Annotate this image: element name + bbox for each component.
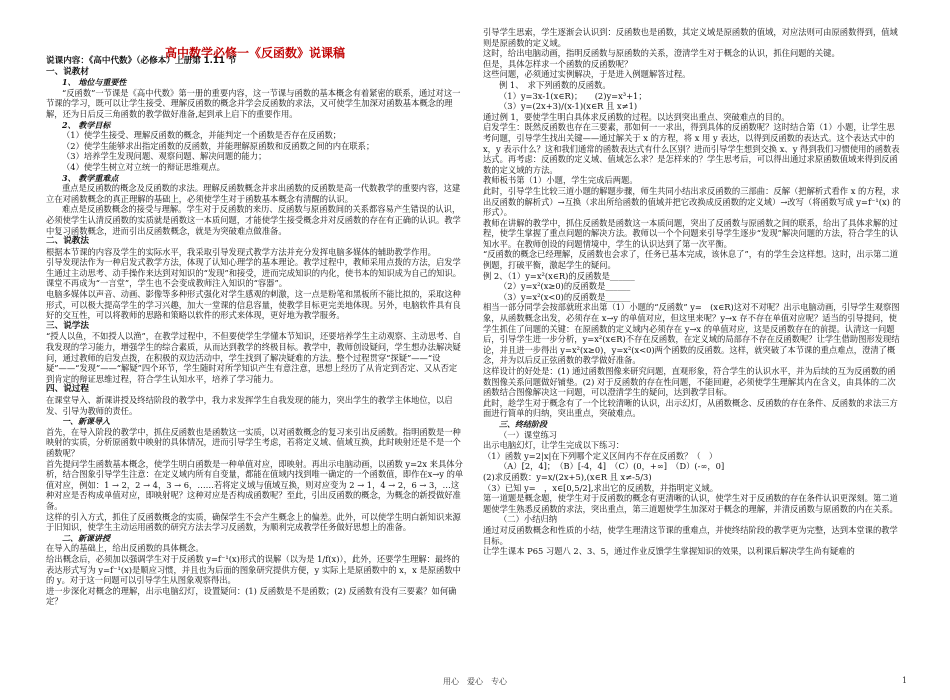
paragraph: 但是，具体怎样求一个函数的反函数呢？ bbox=[483, 58, 633, 69]
section-heading: 2、 教学目标 bbox=[62, 119, 111, 130]
paragraph: （2）使学生能够求出指定函数的反函数，并能理解原函数和反函数之间的内在联系； bbox=[62, 140, 375, 151]
paragraph: 教师板书第（1）小题，学生完成后两题。 bbox=[483, 175, 638, 186]
paragraph: （3）y=x²(x<0)的反函数是______ bbox=[499, 291, 631, 302]
paragraph: 在课堂导入、新课讲授及终结阶段的教学中，我力求发挥学生自我发现的能力，突出学生的教学主体地位，以启发、引导为教师的责任。 bbox=[46, 395, 453, 416]
paragraph: 例 2、（1）y=x²(x∈R)的反函数是______ bbox=[483, 270, 635, 281]
paragraph: 第一道题是概念题，使学生对于反函数的概念有更清晰的认识，使学生对于反函数的存在条件认识更深刻。第二道题使学生熟悉反函数的求法，突出重点，第三道题使学生加深对于概念的理解，并清反函数与原函数的内在关系。 bbox=[483, 493, 898, 514]
paragraph: 例 1、 求下列函数的反函数。 bbox=[499, 79, 611, 90]
paragraph: 给出概念后，必须加以强调学生对于反函数 y=f⁻¹(x)形式的误解（以为是 1/f(x)），此外，还要学生理解：最终的表达形式写为 y=f⁻¹(x)是顺应习惯，并且也为后面的图象研究提供方便，y 实际上是原函数中的 x，x 是原函数中的 y。对于这一问题可以引导学生从图象观察得出。 bbox=[46, 553, 461, 586]
paragraph: 教师在讲解的教学中，抓住反函数是函数这一本质问题，突出了反函数与原函数之间的联系，给出了具体求解的过程，使学生掌握了重点问题的解决方法。教师以一个个问题来引导学生逐步“发现”解决问题的方法，符合学生的认知水平。在教师创设的问题情境中，学生的认识达到了第一次平衡。 bbox=[483, 217, 899, 249]
section-heading: 四、说过程 bbox=[46, 384, 89, 395]
paragraph: 首先提问学生函数基本概念，使学生明白函数是一种单值对应，即映射。再出示电脑动画，以函数 y=2x 来具体分析，结合图象引导学生注意：在定义域内所有自变量，都能在值域内找到唯一确定的一个函数值，即作在x→y 的单值对应，例如：1 → 2，2 → 4，3 → 6，……若将定义域与值域互换，则对应变为 2 → 1，4 → 2，6 → 3，…这种对应是否构成单值对应，即映射呢？这种对应是否构成函数呢？至此，引出反函数的概念，为概念的新授做好准备。 bbox=[46, 458, 464, 511]
paragraph: 在导入的基础上，给出反函数的具体概念。 bbox=[46, 543, 204, 554]
paragraph: 进一步深化对概念的理解，出示电脑幻灯，设置疑问：(1) 反函数是不是函数；(2) 反函数有没有三要素？如何确定？ bbox=[46, 585, 457, 607]
paragraph: “反函数”一节课是《高中代数》第一册的重要内容，这一节课与函数的基本概念有着紧密的联系，通过对这一节课的学习，既可以让学生接受、理解反函数的概念并学会反函数的求法，又可使学生加深对函数基本概念的理解，还为日后反三角函数的教学做好准备,起到承上启下的重要作用。 bbox=[46, 87, 461, 119]
document-title: 高中数学必修一《反函数》说课稿 bbox=[164, 46, 345, 60]
paragraph: （3）y=(2x+3)/(x-1)(x∈R 且 x≠1) bbox=[499, 101, 638, 112]
paragraph: （一）课堂练习 bbox=[499, 429, 558, 440]
paragraph: 启发学生：既然反函数也存在三要素，那如何一一求出，得到具体的反函数呢？这时结合第（1）小题，让学生思考问题，引导学生找出关键——通过解关于 x 的方程，将 x 用 y 表达，以得到反函数的表达式。这个表达式中的 x，y 表示什么？这和我们通常的函数表达式有什么区别？进而引导学生想到交换 x、y 得到我们习惯使用的函数表达式。再考虑：反函数的定义域、值域怎么求？是怎样来的？学生思考后，可以得出通过求原函数值域来得到反函数的定义域的方法。 bbox=[483, 122, 900, 175]
section-heading: 说课内容：《高中代数》（必修本）上册第 1.11 节 bbox=[46, 56, 237, 66]
paragraph: 通过对反函数概念和性质的小结，使学生理清这节课的重难点，并使终结阶段的教学更为完整，达到本堂课的教学目标。 bbox=[483, 524, 898, 546]
paragraph: “授人以鱼，不如授人以渔”，在教学过程中，不但要使学生学懂本节知识，还要培养学生主动观察、主动思考、自我发现的学习能力，增强学生的综合素质，从而达到教学的终极目标。教学中，教师创设疑问，学生想办法解决疑问，通过教师的启发点拨，在积极的双边活动中，学生找到了解决疑难的方法。整个过程贯穿“探疑”——“设疑”——“发现”——“解疑”四个环节，学生随时对所学知识产生有意注意，思想上经历了从肯定到否定、又从否定到肯定的辩证思维过程，符合学生认知水平，培养了学习能力。 bbox=[46, 331, 462, 384]
paragraph: 首先，在导入阶段的教学中，抓住反函数也是函数这一实质，以对函数概念的复习来引出反函数。指明函数是一种映射的实质，分析原函数中映射的具体情况，进而引导学生考虑，若将定义域、值域互换，此时映射还是不是一个函数呢？ bbox=[46, 426, 461, 458]
paragraph: 根据本节课的内容及学生的实际水平，我采取引导发现式教学方法并充分发挥电脑多媒体的辅助教学作用。 bbox=[46, 246, 436, 257]
section-heading: 3、 教学重难点 bbox=[62, 172, 119, 183]
page-footer: 用心 爱心 专心 bbox=[443, 677, 507, 686]
paragraph: （1）函数 y=2|x|在下列哪个定义区间内不存在反函数？（ ） bbox=[483, 450, 718, 461]
paragraph: 引导学生思索，学生逐渐会认识到：反函数也是函数，其定义域是原函数的值域，对应法则可由原函数得到，值域则是原函数的定义域。 bbox=[483, 27, 898, 48]
paragraph: 通过例 1，要使学生明白具体求反函数的过程。以达到突出重点、突破难点的目的。 bbox=[483, 111, 790, 122]
section-heading: 1、 地位与重要性 bbox=[62, 77, 127, 88]
paragraph: （A）[2，4]； （B）[-4，4] （C）(0，+∞] （D）(-∞，0] bbox=[499, 461, 725, 472]
left-column bbox=[46, 56, 464, 607]
paragraph: （1）使学生接受、理解反函数的概念，并能判定一个函数是否存在反函数； bbox=[62, 130, 342, 141]
paragraph: 这样的引入方式，抓住了反函数概念的实质，确保学生不会产生概念上的偏差。此外，可以使学生明白新知识来源于旧知识，使学生主动运用函数的研究方法去学习反函数，为顺利完成教学任务做好思想上的准备。 bbox=[46, 511, 461, 533]
right-column bbox=[483, 27, 901, 557]
paragraph: （3）培养学生发现问题、观察问题、解决问题的能力； bbox=[62, 151, 267, 162]
paragraph: 让学生课本 P65 习题八 2、3、5，通过作业反馈学生掌握知识的效果，以利课后解决学生尚有疑难的 bbox=[483, 546, 855, 557]
paragraph: 这些问题，必须通过实例解决，于是进入例题解答过程。 bbox=[483, 69, 691, 80]
section-heading: 二、新课讲授 bbox=[62, 532, 110, 543]
paragraph: 此时，趁学生对于概念有了一个比较清晰的认识，出示幻灯，从函数概念、反函数的存在条件、反函数的求法三方面进行简单的归纳，突出重点，突破难点。 bbox=[483, 397, 898, 419]
paragraph: （2）y=x²(x≥0)的反函数是______ bbox=[499, 281, 631, 292]
paragraph: 重点是反函数的概念及反函数的求法。理解反函数概念并求出函数的反函数是高一代数教学的重要内容，这建立在对函数概念的真正理解的基础上，必须使学生对于函数基本概念有清醒的认识。 bbox=[46, 183, 461, 204]
paragraph: 这时，给出电脑动画，指明反函数与原函数的关系，澄清学生对于概念的认识，抓住问题的关键。 bbox=[483, 48, 840, 59]
paragraph: （3）已知 y= ，x∈[0,5/2],求出它的反函数，并指明定义域。 bbox=[483, 482, 718, 493]
paragraph: 难点是反函数概念的接受与理解。学生对于反函数的来历、反函数与原函数间的关系都容易产生错误的认识，必须使学生认清反函数的实质就是函数这一本质问题，才能使学生接受概念并对反函数的存在有正确的认识。教学中复习函数概念，进而引出反函数概念，就是为突破难点做准备。 bbox=[46, 204, 461, 236]
paragraph: (2)求反函数：y=x/(2x+5),(x∈R 且 x≠-5/3) bbox=[483, 471, 652, 482]
paragraph: （二）小结归纳 bbox=[499, 514, 558, 525]
paragraph: “反函数的概念已经理解，反函数也会求了，任务已基本完成，该休息了”，有的学生会这样想。这时，出示第二道例题，打破平衡，激起学生的疑问。 bbox=[483, 249, 899, 271]
paragraph: （4）使学生树立对立统一的辩证思维观点。 bbox=[62, 161, 225, 172]
paragraph: 引导发现法作为一种启发式教学方法，体现了认知心理学的基本理论。教学过程中，教师采用点拨的方法，启发学生通过主动思考、动手操作来达到对知识的“发现”和接受，进而完成知识的内化，使书本的知识成为自己的知识。课堂不再成为“一言堂”，学生也不会变成教师注入知识的“容器”。 bbox=[46, 257, 462, 289]
paragraph: （1）y=3x-1(x∈R)； (2)y=x³+1； bbox=[499, 90, 647, 101]
section-heading: 二、说教法 bbox=[46, 236, 89, 247]
section-heading: 三、说学法 bbox=[46, 320, 89, 331]
paragraph: 相当一部分同学会按部就班求出第（1）小题的“反函数” y= (x∈R)这对不对呢？出示电脑动画，引导学生观察图象，从函数概念出发，必须存在 x→y 的单值对应，但这里来呢？y→x 存不存在单值对应呢？适当的引导提问，使学生抓住了问题的关键：在原函数的定义域内必须存在 y→x 的单值对应，这是反函数存在的前提。认清这一问题后，引导学生进一步分析，y=x²(x∈R)不存在反函数，在定义域的局部存不存在反函数呢？让学生借助图形发现结论，并且进一步得出 y=x²(x≥0)，y=x²(x<0)两个函数的反函数。这样，就突破了本节课的重点难点，澄清了概念，并为以后反正弦函数的教学做好准备。 bbox=[483, 302, 900, 366]
paragraph: 这样设计的好处是：(1) 通过函数图像来研究问题，直观形象，符合学生的认识水平，并为后续的互为反函数的函数图像关系问题做好铺垫。(2) 对于反函数的存在性问题，不能回避，必须使学生理解其内在含义，由具体的二次函数结合图像解决这一问题，可以澄清学生的疑问，达到教学目标。 bbox=[483, 366, 896, 398]
page-number: 1 bbox=[902, 676, 908, 685]
paragraph: 此时，引导学生比较三道小题的解题步骤，师生共同小结出求反函数的三部曲：反解（把解析式看作 x 的方程，求出反函数的解析式）→互换（求出所给函数的值域并把它改换成反函数的定义域）→改写（将函数写成 y=f⁻¹(x) 的形式）。 bbox=[483, 185, 901, 218]
paragraph: 出示电脑幻灯，让学生完成以下练习： bbox=[483, 440, 625, 451]
paragraph: 电脑多媒体以声音、动画、影像等多种形式强化对学生感观的刺激，这一点是粉笔和黑板所不能比拟的，采取这种形式，可以极大提高学生的学习兴趣，加大一堂课的信息容量，使教学目标更完美地体现。另外，电脑软件具有良好的交互性，可以将教师的思路和策略以软件的形式来体现，更好地为教学服务。 bbox=[46, 289, 461, 321]
section-heading: 一、新课导入 bbox=[62, 416, 110, 427]
section-heading: 三、终结阶段 bbox=[499, 418, 547, 429]
section-heading: 一、说教材 bbox=[46, 66, 89, 77]
